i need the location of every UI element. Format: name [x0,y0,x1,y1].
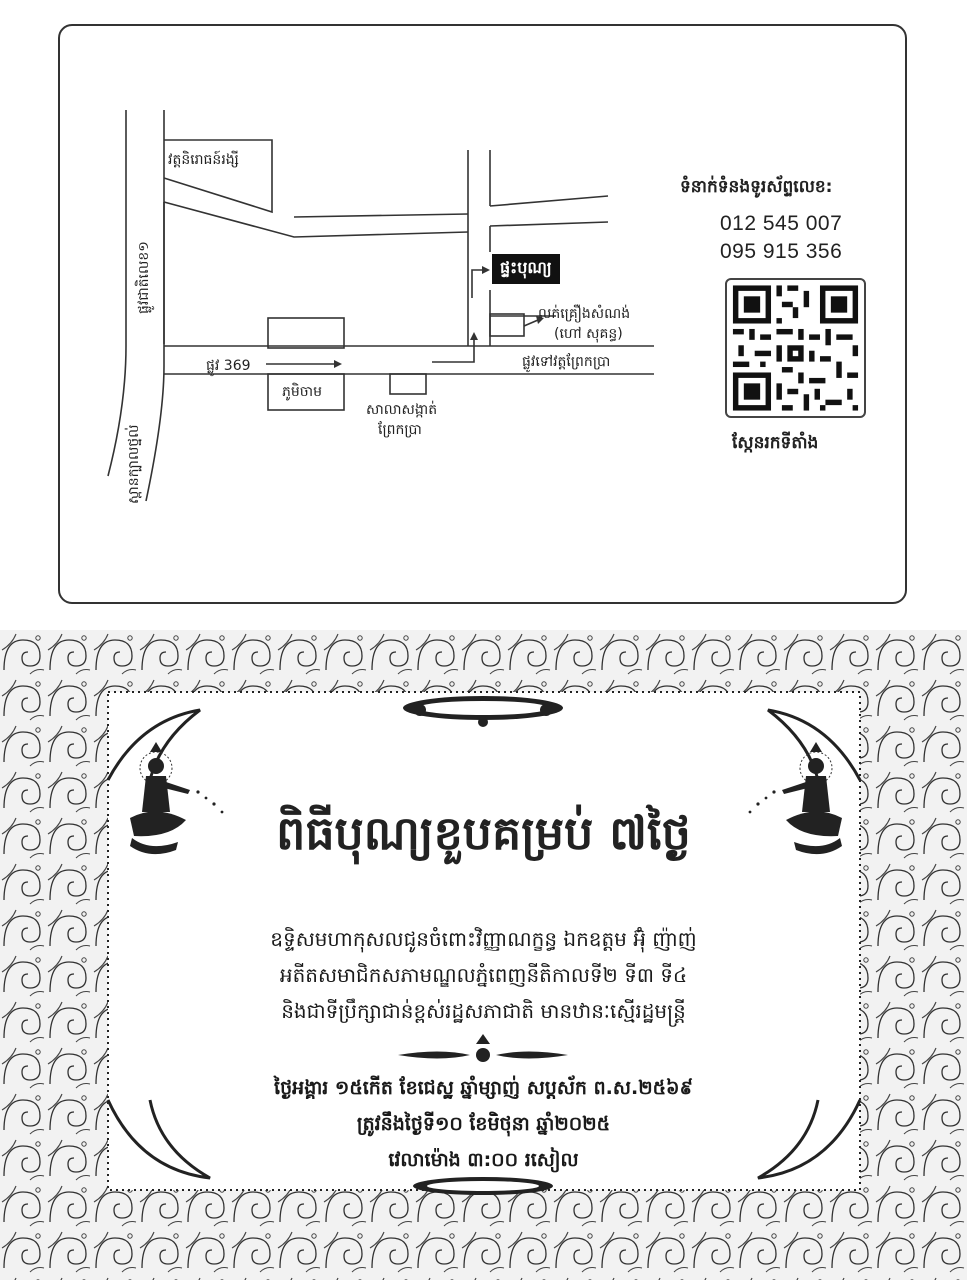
invitation-card [0,630,967,1280]
dedication-line-1: ឧទ្ទិសមហាកុសលជូនចំពោះវិញ្ញាណក្ខន្ធ ឯកឧត្តម អ៊ុំ ញ៉ាញ់ [270,927,697,951]
shop-name-label: (ហៅ សុគន្ធ) [554,326,623,342]
ceremony-title: ពិធីបុណ្យខួបគម្រប់ ៧ថ្ងៃ [276,806,691,860]
phone-number-1: 012 545 007 [720,212,843,235]
village-label: ភូមិចាម [282,384,322,400]
bridge-label: ស្ពានក្បាលថ្នល់ [126,424,142,504]
road-to-pagoda-label: ផ្លូវទៅវត្តព្រែកប្រា [522,354,611,370]
scan-location-label: ស្កែនរកទីតាំង [732,433,819,453]
funeral-house-tag: ផ្ទះបុណ្យ [492,254,560,284]
dedication-line-2: អតីតសមាជិកសភាមណ្ឌលភ្នំពេញនីតិកាលទី២ ទី៣ ទី៤ [279,963,688,987]
ceremony-time: វេលាម៉ោង ៣:០០ រសៀល [388,1149,579,1171]
solar-date: ត្រូវនឹងថ្ងៃទី១០ ខែមិថុនា ឆ្នាំ២០២៥ [356,1113,611,1135]
commune-hall-label-2: ព្រែកប្រា [378,422,422,438]
qr-code-icon [727,280,864,416]
dedication-line-3: និងជាទីប្រឹក្សាជាន់ខ្ពស់រដ្ឋសភាជាតិ មានឋានៈស្មើរដ្ឋមន្ត្រី [281,999,686,1023]
pagoda-label: វត្តនិរោធន៍រង្សី [168,152,239,168]
contact-title: ទំនាក់ទំនងទូរស័ព្ទលេខ: [680,177,833,197]
national-road-label: ផ្លូវជាតិលេខ១ [136,241,152,314]
phone-number-2: 095 915 356 [720,240,843,263]
lunar-date: ថ្ងៃអង្គារ ១៥កើត ខែជេស្ឋ ឆ្នាំម្សាញ់ សប្តស័ក ព.ស.២៥៦៩ [274,1077,693,1099]
commune-hall-label: សាលាសង្កាត់ [366,402,438,418]
shop-label: លក់គ្រឿងសំណង់ [538,306,631,322]
location-card [58,24,907,604]
road-369-label: ផ្លូវ 369 [206,358,251,374]
location-qr-code[interactable] [725,278,866,418]
